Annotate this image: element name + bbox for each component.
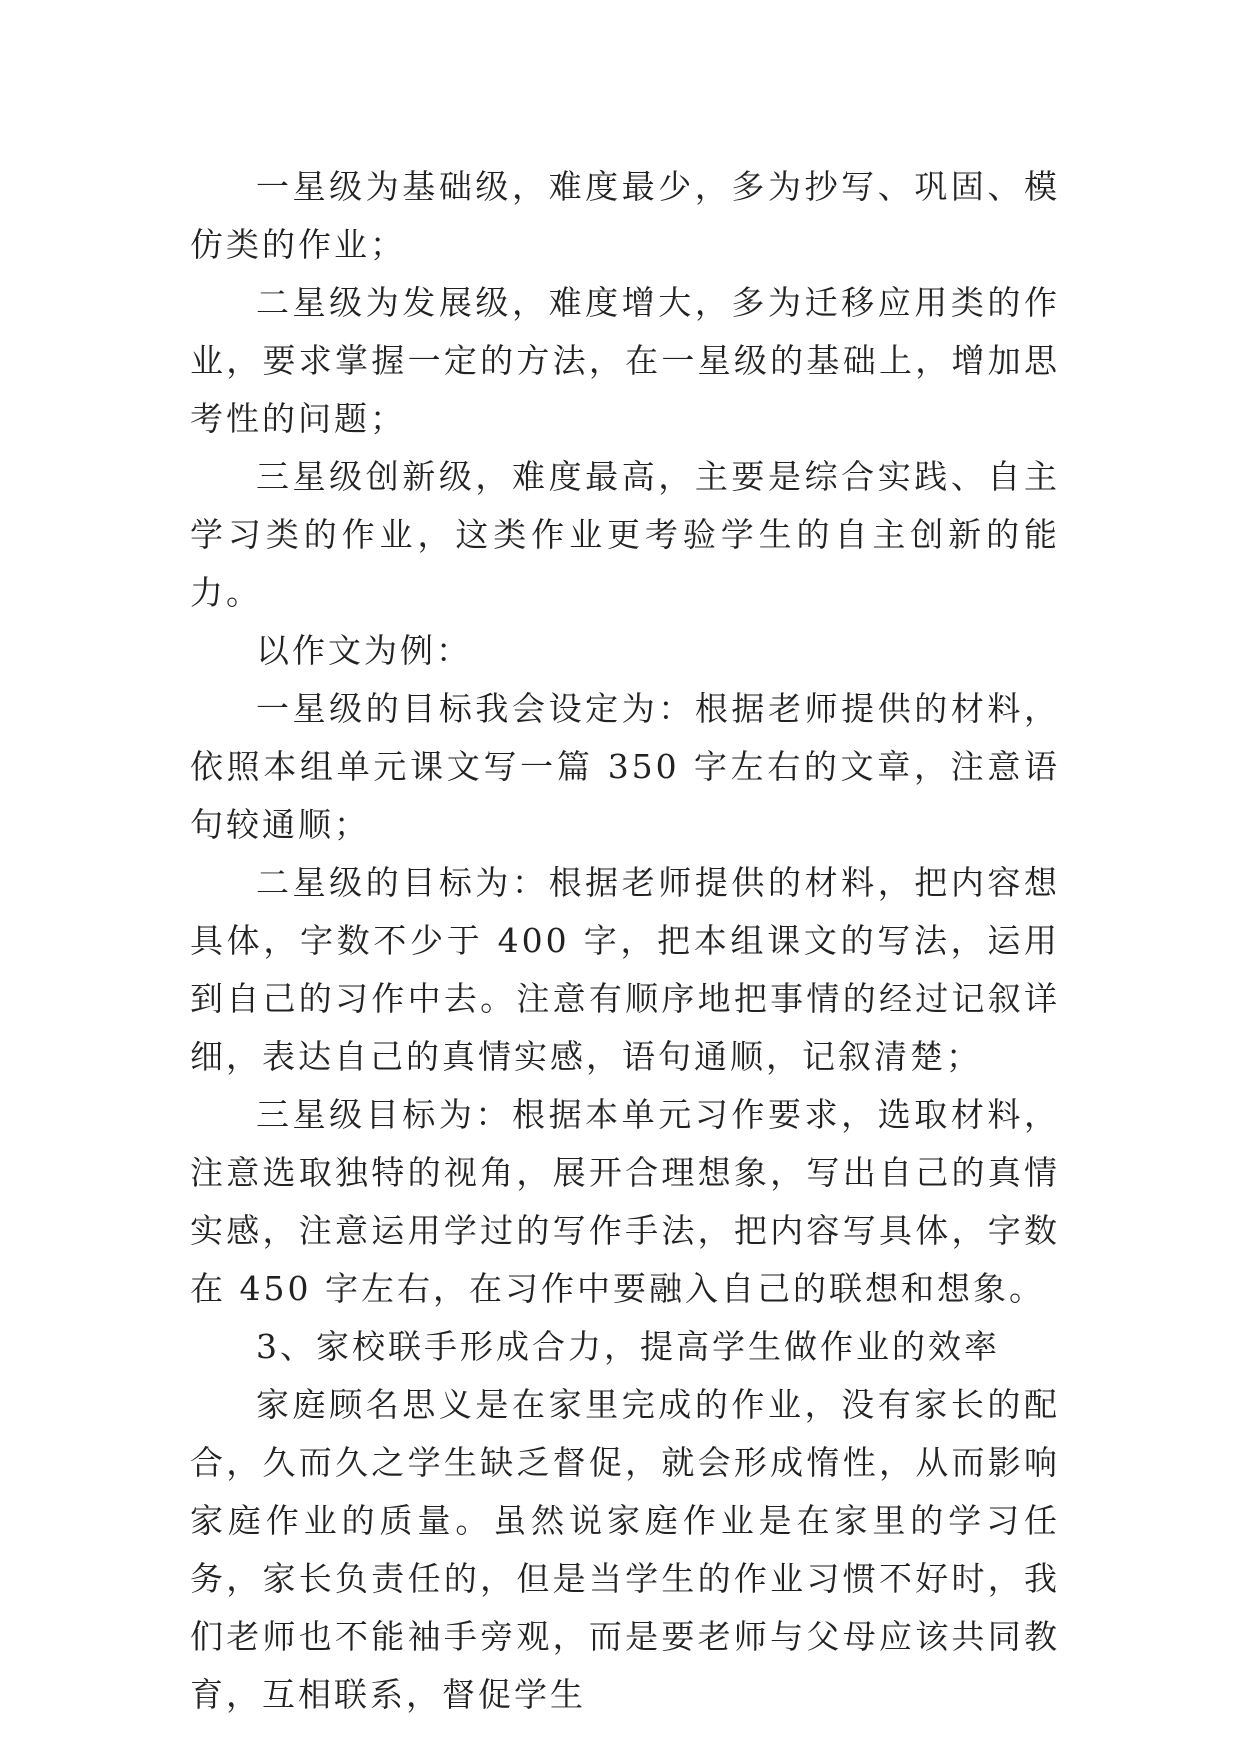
paragraph-two-star-goal: 二星级的目标为：根据老师提供的材料，把内容想具体，字数不少于 400 字，把本组课文的写法，运用到自己的习作中去。注意有顺序地把事情的经过记叙详细，表达自己的真情实感，语句通顺，记叙清楚； [190, 863, 1060, 1076]
paragraph-composition-example: 以作文为例： [256, 631, 472, 670]
section-heading-home-school: 3、家校联手形成合力，提高学生做作业的效率 [256, 1327, 1000, 1366]
paragraph-one-star: 一星级为基础级，难度最少，多为抄写、巩固、模仿类的作业； [190, 167, 1060, 264]
document-body [190, 158, 1060, 1724]
paragraph-two-star: 二星级为发展级，难度增大，多为迁移应用类的作业，要求掌握一定的方法，在一星级的基础上，增加思考性的问题； [190, 283, 1060, 438]
paragraph-three-star-goal: 三星级目标为：根据本单元习作要求，选取材料，注意选取独特的视角，展开合理想象，写出自己的真情实感，注意运用学过的写作手法，把内容写具体，字数在 450 字左右，在习作中要融入自己的联想和想象。 [190, 1095, 1060, 1308]
paragraph-three-star: 三星级创新级，难度最高，主要是综合实践、自主学习类的作业，这类作业更考验学生的自主创新的能力。 [190, 457, 1060, 612]
paragraph-home-school: 家庭顾名思义是在家里完成的作业，没有家长的配合，久而久之学生缺乏督促，就会形成惰性，从而影响家庭作业的质量。虽然说家庭作业是在家里的学习任务，家长负责任的，但是当学生的作业习惯不好时，我们老师也不能袖手旁观，而是要老师与父母应该共同教育，互相联系，督促学生 [190, 1385, 1060, 1714]
paragraph-one-star-goal: 一星级的目标我会设定为：根据老师提供的材料，依照本组单元课文写一篇 350 字左右的文章，注意语句较通顺； [190, 689, 1060, 844]
